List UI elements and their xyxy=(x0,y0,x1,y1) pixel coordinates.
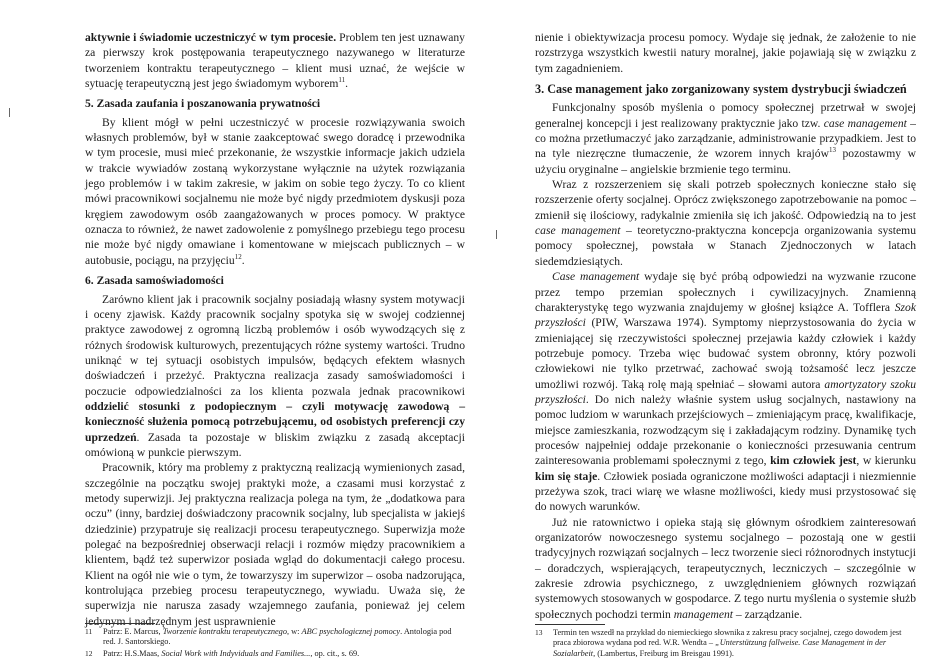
text-run: nienie i obiektywizacja procesu pomocy. Wydaje się jednak, że założenie to nie rozstrzyga wszystkich kwestii natury moralnej, jakie pojawiają się w związku z tym zagadnieniem. xyxy=(535,31,916,75)
text-run: Tworzenie kontraktu terapeutycznego xyxy=(162,626,287,636)
left-page xyxy=(85,30,465,660)
footnote-12 xyxy=(85,649,465,660)
paragraph-section-5 xyxy=(85,115,465,268)
text-run: . Człowiek posiada ograniczone możliwości adaptacji i niezmiennie przeżywa szok, traci wiarę we własne możliwości, kiedy musi przystosować się do nowych warunków. xyxy=(535,469,916,514)
text-run: Szok przyszłości xyxy=(535,300,916,330)
text-run: , w kierunku xyxy=(856,454,916,468)
footnote-rule xyxy=(85,623,155,624)
text-run: By klient mógł w pełni uczestniczyć w procesie rozwiązywania swoich własnych problemów, był w stanie zaakceptować swego doradcę i przewodnika w tym procesie, musi mieć przekonanie, że wszystkie informacje jakich udziela w trakcie wywiadów zostaną wykorzystane wyłącznie na użytek rozwiązania jego problemów i w takim zakresie, w jakim on sobie tego życzy. To co klient mówi pracownikowi socjalnemu nie może być nigdy przedmiotem dyskusji poza kręgiem zawodowym osób zaangażowanych w proces pomocy. W praktyce oznacza to również, że nawet zadowolenie z pomyślnego przebiegu tego procesu nie może być nigdy omawiane i komentowane w miejscach publicznych – w autobusie, pociągu, na przyjęciu xyxy=(85,115,465,267)
text-run: Funkcjonalny sposób myślenia o pomocy społecznej przetrwał w swojej generalnej koncepcji i jest realizowany praktycznie jako tzw. xyxy=(535,101,916,130)
text-run: kim się staje xyxy=(535,469,598,483)
text-run: . xyxy=(241,253,245,267)
text-run: Patrz: H.S.Maas, xyxy=(103,648,162,658)
text-run: Zarówno klient jak i pracownik socjalny posiadają własny system motywacji i oceny zjawisk. Każdy pracownik socjalny spotyka się w swojej codziennej praktyce zawodowej z ogromną liczbą problemów i osób wywodzących się z różnych środowisk kulturowych, prezentujących różne systemy wartości. Trudno uniknąć w tej sytuacji osobistych impulsów, będących efektem własnych doświadczeń i przeżyć. Praktyczna realizacja zasady samoświadomości i poczucie odpowiedzialności za los klienta pozwala jednak pracownikowi xyxy=(85,292,465,398)
right-page xyxy=(535,30,916,660)
section-heading-3: 3. Case management jako zorganizowany system dystrybucji świadczeń xyxy=(535,82,907,97)
text-run: Już nie ratownictwo i opieka stają się głównym ośrodkiem zainteresowań organizatorów nowoczesnego systemu socjalnego – pozostają one w gestii tradycyjnych rozwiązań socjalnych – lecz tworzenie sieci różnorodnych instytucji – doradczych, wspierających, terapeutycznych, leczniczych – szczególnie w zakresie zdrowia psychicznego, z uwzględnieniem głównych rozwiązań systemowych stosowanych w gospodarce. Z tego nurtu myślenia o systemie służb społecznych pochodzi termin xyxy=(535,515,916,621)
paragraph-section-6a xyxy=(85,292,465,461)
text-run: pozostawmy w użyciu oryginalne – angielskie brzmienie tego terminu. xyxy=(535,147,916,176)
text-run: (PIW, Warszawa 1974). Symptomy nieprzystosowania do życia w zmieniającej się rzeczywistości społecznej przejawia każdy człowiek i każdy potrzebuje pomocy. Trzeba więc budować system obronny, który pozwoli człowiekowi nie tylko przetrwać, zachować swoją tożsamość lecz jeszcze umożliwi rozwój. Taką rolę mają spełniać – słowami autora xyxy=(535,316,916,391)
footnote-ref: 11 xyxy=(338,76,346,85)
footnote-number: 12 xyxy=(85,648,93,658)
footnote-text xyxy=(553,628,916,660)
text-run: wydaje się być próbą odpowiedzi na wyzwanie rzucone przez tempo przemian społecznych i cywilizacyjnych. Znamienną charakterystykę tego wyzwania znajdujemy w głośnej książce A. Tofflera xyxy=(535,270,916,314)
text-run: – zarządzanie. xyxy=(733,607,803,621)
text-run: . Zasada ta pozostaje w bliskim związku z zasadą akceptacji omówioną w punkcie pierwszym. xyxy=(85,430,465,459)
footnote-text xyxy=(103,627,465,648)
text-run: amortyzatory szoku przyszłości xyxy=(535,377,916,406)
paragraph-section-3b xyxy=(535,177,916,269)
margin-mark: | xyxy=(495,230,499,240)
text-run: . xyxy=(345,77,349,91)
text-run: oddzielić stosunki z podopiecznym – czyli motywację zawodową – konieczność służenia pomocą potrzebującemu, od osobistych preferencji czy uprzedzeń xyxy=(85,399,465,444)
text-run: Wraz z rozszerzeniem się skali potrzeb społecznych konieczne stało się rozszerzenie oferty socjalnej. Oprócz zwiększonego zapotrzebowanie na pomoc – zmienił się ilościowy, radykalnie zmieniła się ich jakość. Odpowiedzią na to jest xyxy=(535,178,916,222)
footnotes-left xyxy=(85,623,465,661)
text-run: Pracownik, który ma problemy z praktyczną realizacją wymienionych zasad, szczególnie na początku swojej praktyki może, a czasami musi korzystać z metody superwizji. Jej praktyczna realizacja polega na tym, że „dodatkowa para oczu” (inny, bardziej doświadczony pracownik socjalny, lub specjalista w jakiejś dziedzinie) przypatruje się realizacji procesu terapeutycznego. Superwizja może polegać na bezpośredniej obserwacji relacji i rozmów między pracownikiem a klientem, bądź też superwizor posiada wgląd do dokumentacji całego procesu. Klient na ogół nie wie o tym, że towarzyszy im superwizor – osoba nadzorująca, kontrolująca przebieg procesu terapeutycznego, wywiadu. Uważa się, że superwizja nie narusza zasady wzajemnego zaufania, ponieważ jej celem jedynym i nadrzędnym jest usprawnienie xyxy=(85,461,465,628)
text-run: „Unterstützung fallweise. Case Management in der Sozialarbeit xyxy=(553,638,887,658)
text-run: Problem ten jest uznawany za pierwszy krok postępowania terapeutycznego nazywanego w literaturze tworzeniem kontraktu terapeutycznego – klient musi uznać, że wejście w sytuację terapeutyczną jest jego świadomym wyborem xyxy=(85,31,465,91)
footnote-ref: 12 xyxy=(234,252,242,261)
footnote-11 xyxy=(85,627,465,648)
footnote-number: 11 xyxy=(85,626,93,636)
text-run: aktywnie i świadomie uczestniczyć w tym procesie. xyxy=(85,31,337,44)
paragraph-section-6b xyxy=(85,460,465,629)
text-run: Termin ten wszedł na przykład do niemieckiego słownika z zakresu pracy socjalnej, czego dowodem jest praca zbiorowa wydana pod red. W.R. Wendta – xyxy=(553,627,902,647)
text-run: – co można przetłumaczyć jako zarządzanie, administrowanie przypadkiem. Jest to na tyle niezręczne tłumaczenie, że wzorem innych krajów xyxy=(535,116,916,161)
footnote-number: 13 xyxy=(535,627,543,637)
footnote-ref: 13 xyxy=(828,146,836,155)
text-run: . Antologia pod red. J. Santorskiego. xyxy=(103,626,452,646)
footnote-rule xyxy=(535,624,605,625)
text-run: . Do nich należy właśnie system usług socjalnych, nastawiony na pomoc ludziom w warunkach przejściowych – zmieniającym pracę, kwalifikacje, miejsce zamieszkania, rozwodzącym się i zakładającym rodziny. Dynamikę tych procesów najpełniej oddaje przekonanie o konieczności przesuwania centrum zainteresowania problemami społecznymi z tego, xyxy=(535,392,916,468)
footnote-13 xyxy=(535,628,916,660)
section-heading-6: 6. Zasada samoświadomości xyxy=(85,274,224,288)
text-run: – teoretyczno-praktyczna koncepcja organizowania systemu pomocy społecznej, powstała w Stanach Zjednoczonych w latach siedemdziesiątych. xyxy=(535,224,916,268)
text-run: case management xyxy=(535,224,621,238)
text-run: management xyxy=(673,607,734,621)
text-run: Social Work with Indyviduals and Families... xyxy=(161,648,311,658)
text-run: Patrz: E. Marcus, xyxy=(103,626,163,636)
paragraph-continuation xyxy=(535,30,916,76)
section-heading-5: 5. Zasada zaufania i poszanowania prywatności xyxy=(85,97,321,111)
paragraph-section-3d xyxy=(535,515,916,622)
text-run: Case management xyxy=(552,270,640,284)
footnotes-right xyxy=(535,624,916,661)
paragraph-section-3a xyxy=(535,100,916,177)
text-run: kim człowiek jest xyxy=(770,454,857,468)
text-run: case management xyxy=(823,116,907,130)
paragraph-section-3c xyxy=(535,269,916,515)
text-run: , w: xyxy=(286,626,302,636)
margin-mark: | xyxy=(8,108,12,118)
footnote-text xyxy=(103,649,465,660)
paragraph-intro xyxy=(85,30,465,91)
text-run: , op. cit., s. 69. xyxy=(310,648,360,658)
text-run: ABC psychologicznej pomocy xyxy=(301,626,401,636)
text-run: , (Lambertus, Freiburg im Breisgau 1991). xyxy=(593,648,734,658)
